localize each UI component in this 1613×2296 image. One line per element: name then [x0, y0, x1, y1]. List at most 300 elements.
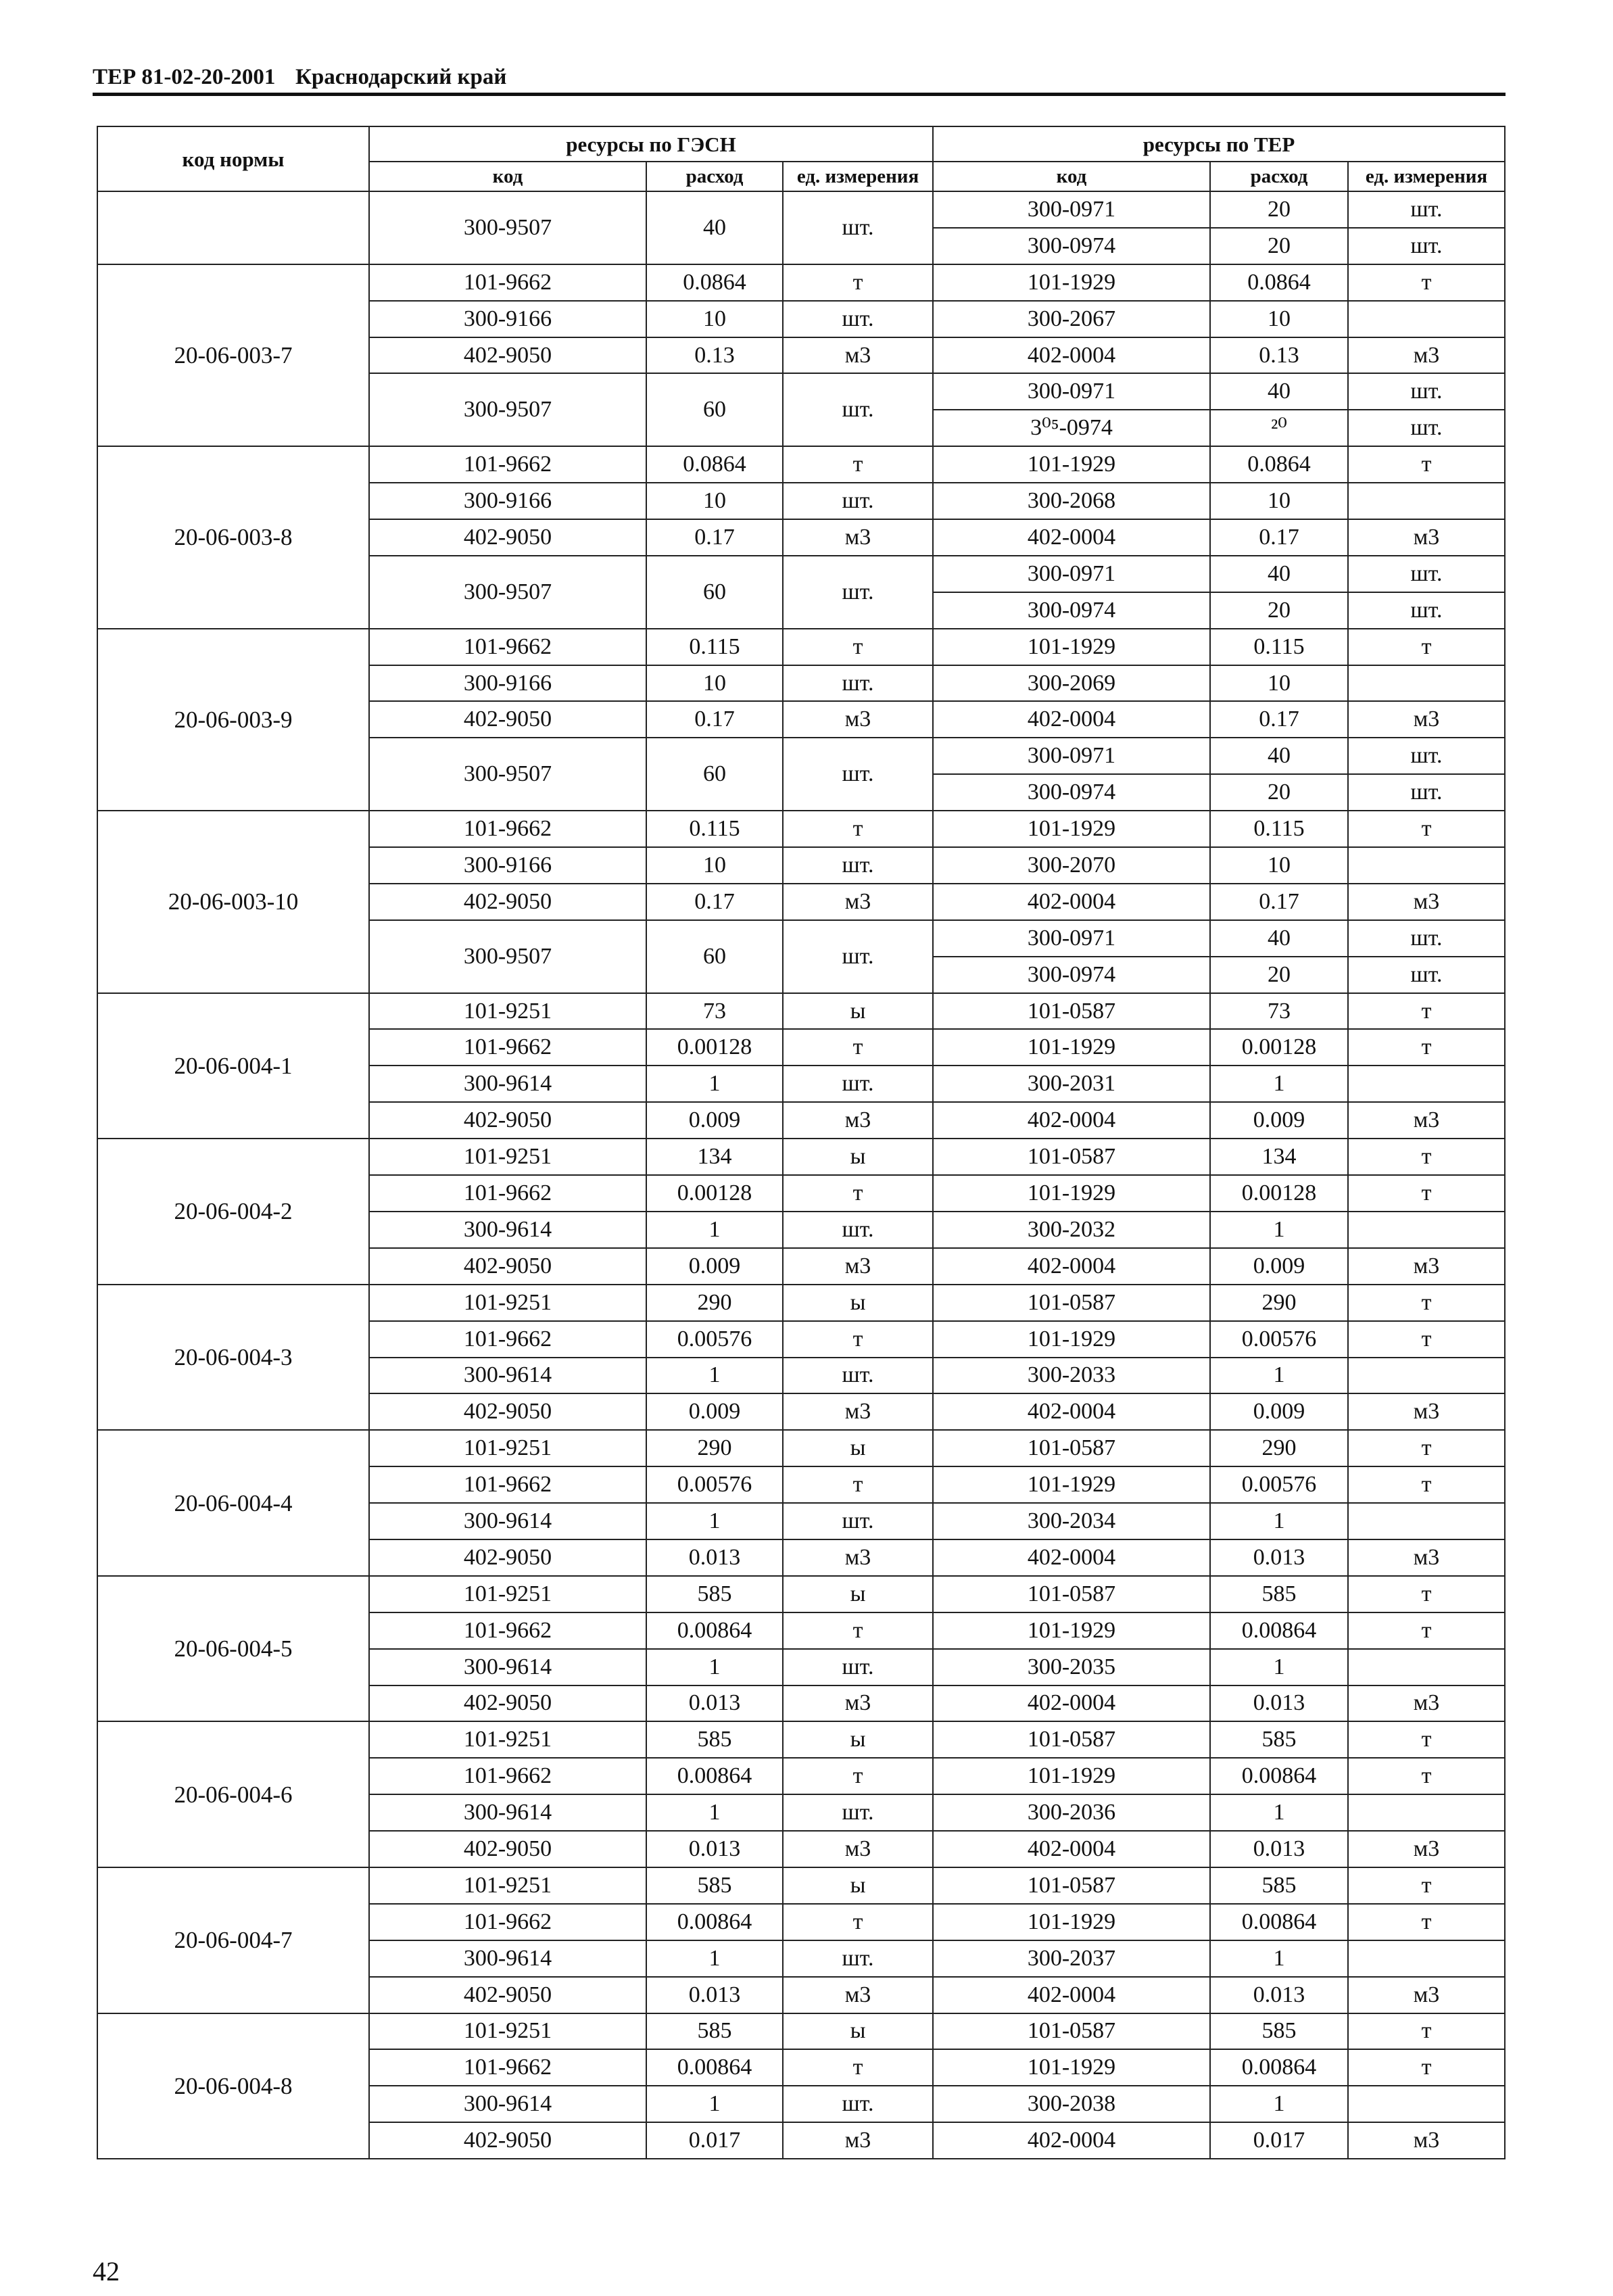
norm-code-cell: 20-06-004-8	[97, 2013, 369, 2159]
ter-rate-cell: 290	[1210, 1430, 1348, 1466]
header-gesn-unit: ед. измерения	[783, 162, 933, 191]
ter-code-cell: 300-0974	[933, 957, 1210, 993]
gesn-unit-cell: м3	[783, 2122, 933, 2159]
ter-code-cell: 300-2038	[933, 2086, 1210, 2122]
header-gesn-rate: расход	[646, 162, 783, 191]
ter-unit-cell: т	[1348, 1758, 1505, 1794]
gesn-rate-cell: 1	[646, 2086, 783, 2122]
ter-rate-cell: 134	[1210, 1139, 1348, 1175]
ter-unit-cell	[1348, 1649, 1505, 1685]
ter-code-cell: 402-0004	[933, 1102, 1210, 1139]
gesn-unit-cell: т	[783, 2049, 933, 2086]
gesn-code-cell: 101-9662	[369, 1758, 646, 1794]
ter-code-cell: 101-0587	[933, 2013, 1210, 2050]
ter-code-cell: 300-2070	[933, 847, 1210, 884]
gesn-unit-cell: шт.	[783, 1503, 933, 1539]
gesn-unit-cell: ы	[783, 2013, 933, 2050]
gesn-rate-cell: 60	[646, 556, 783, 629]
header-ter-code: код	[933, 162, 1210, 191]
gesn-rate-cell: 10	[646, 301, 783, 337]
ter-unit-cell: м3	[1348, 337, 1505, 374]
table-row	[97, 993, 1505, 1030]
gesn-rate-cell: 0.115	[646, 811, 783, 847]
ter-unit-cell	[1348, 1503, 1505, 1539]
gesn-code-cell: 101-9662	[369, 1321, 646, 1358]
gesn-code-cell: 300-9614	[369, 2086, 646, 2122]
table-row	[97, 1430, 1505, 1466]
gesn-unit-cell: т	[783, 1175, 933, 1212]
gesn-rate-cell: 0.0864	[646, 264, 783, 301]
ter-rate-cell: 0.115	[1210, 811, 1348, 847]
ter-code-cell: 101-1929	[933, 1321, 1210, 1358]
ter-unit-cell: м3	[1348, 519, 1505, 556]
ter-code-cell: 300-0974	[933, 228, 1210, 264]
ter-rate-cell: 0.00864	[1210, 1758, 1348, 1794]
header-ter-rate: расход	[1210, 162, 1348, 191]
ter-code-cell: 300-2033	[933, 1358, 1210, 1394]
gesn-unit-cell: т	[783, 1758, 933, 1794]
gesn-rate-cell: 0.17	[646, 701, 783, 738]
ter-unit-cell: шт.	[1348, 957, 1505, 993]
ter-code-cell: 300-0974	[933, 592, 1210, 629]
gesn-unit-cell: т	[783, 1612, 933, 1649]
ter-code-cell: 101-1929	[933, 629, 1210, 665]
ter-rate-cell: 1	[1210, 1649, 1348, 1685]
gesn-code-cell: 101-9662	[369, 1466, 646, 1503]
gesn-code-cell: 101-9251	[369, 1139, 646, 1175]
ter-unit-cell: т	[1348, 2013, 1505, 2050]
ter-unit-cell: т	[1348, 811, 1505, 847]
ter-code-cell: 402-0004	[933, 337, 1210, 374]
gesn-unit-cell: шт.	[783, 665, 933, 702]
ter-rate-cell: 20	[1210, 957, 1348, 993]
ter-unit-cell: т	[1348, 1321, 1505, 1358]
gesn-code-cell: 300-9614	[369, 1649, 646, 1685]
ter-rate-cell: 0.00576	[1210, 1466, 1348, 1503]
ter-unit-cell	[1348, 665, 1505, 702]
gesn-rate-cell: 134	[646, 1139, 783, 1175]
gesn-rate-cell: 0.00864	[646, 1758, 783, 1794]
ter-rate-cell: 20	[1210, 228, 1348, 264]
ter-rate-cell: 10	[1210, 847, 1348, 884]
gesn-code-cell: 300-9614	[369, 1940, 646, 1977]
ter-code-cell: 402-0004	[933, 1685, 1210, 1722]
gesn-rate-cell: 0.013	[646, 1539, 783, 1576]
ter-rate-cell: 0.00864	[1210, 1904, 1348, 1940]
ter-rate-cell: 1	[1210, 1358, 1348, 1394]
gesn-code-cell: 402-9050	[369, 1685, 646, 1722]
gesn-unit-cell: м3	[783, 701, 933, 738]
ter-unit-cell: т	[1348, 1612, 1505, 1649]
gesn-code-cell: 101-9251	[369, 1867, 646, 1904]
ter-rate-cell: 1	[1210, 1066, 1348, 1102]
ter-rate-cell: 10	[1210, 483, 1348, 519]
gesn-rate-cell: 0.0864	[646, 446, 783, 483]
gesn-code-cell: 101-9251	[369, 1576, 646, 1612]
ter-rate-cell: 20	[1210, 191, 1348, 228]
ter-rate-cell: 0.00128	[1210, 1029, 1348, 1066]
gesn-code-cell: 300-9166	[369, 847, 646, 884]
gesn-unit-cell: ы	[783, 1721, 933, 1758]
ter-code-cell: 402-0004	[933, 1831, 1210, 1867]
gesn-unit-cell: шт.	[783, 1649, 933, 1685]
ter-rate-cell: 40	[1210, 920, 1348, 957]
ter-rate-cell: 0.13	[1210, 337, 1348, 374]
gesn-code-cell: 402-9050	[369, 1248, 646, 1285]
gesn-rate-cell: 0.17	[646, 519, 783, 556]
ter-code-cell: 300-2036	[933, 1794, 1210, 1831]
gesn-rate-cell: 0.17	[646, 884, 783, 920]
gesn-unit-cell: шт.	[783, 1794, 933, 1831]
ter-unit-cell: м3	[1348, 2122, 1505, 2159]
ter-unit-cell	[1348, 483, 1505, 519]
ter-rate-cell: 0.009	[1210, 1393, 1348, 1430]
gesn-unit-cell: ы	[783, 1430, 933, 1466]
gesn-unit-cell: м3	[783, 884, 933, 920]
gesn-code-cell: 101-9662	[369, 446, 646, 483]
gesn-rate-cell: 1	[646, 1503, 783, 1539]
ter-code-cell: 402-0004	[933, 884, 1210, 920]
ter-code-cell: 300-0971	[933, 373, 1210, 410]
gesn-unit-cell: шт.	[783, 191, 933, 264]
table-row	[97, 1139, 1505, 1175]
ter-code-cell: 101-0587	[933, 1430, 1210, 1466]
gesn-rate-cell: 0.00128	[646, 1175, 783, 1212]
ter-unit-cell: шт.	[1348, 556, 1505, 592]
gesn-code-cell: 101-9662	[369, 2049, 646, 2086]
ter-unit-cell: шт.	[1348, 920, 1505, 957]
ter-rate-cell: 0.00864	[1210, 1612, 1348, 1649]
resources-table	[97, 126, 1506, 2159]
norm-code-cell: 20-06-004-1	[97, 993, 369, 1139]
ter-rate-cell: 0.013	[1210, 1685, 1348, 1722]
table-header-row	[97, 126, 1505, 162]
ter-rate-cell: 0.17	[1210, 884, 1348, 920]
gesn-unit-cell: м3	[783, 337, 933, 374]
ter-rate-cell: 585	[1210, 1867, 1348, 1904]
gesn-code-cell: 402-9050	[369, 701, 646, 738]
gesn-unit-cell: т	[783, 1029, 933, 1066]
gesn-unit-cell: м3	[783, 1977, 933, 2013]
header-ter-unit: ед. измерения	[1348, 162, 1505, 191]
gesn-unit-cell: шт.	[783, 1358, 933, 1394]
gesn-rate-cell: 60	[646, 373, 783, 446]
document-code: ТЕР 81-02-20-2001	[93, 65, 276, 89]
ter-code-cell: 300-0971	[933, 738, 1210, 774]
gesn-code-cell: 300-9614	[369, 1358, 646, 1394]
ter-code-cell: 101-0587	[933, 1867, 1210, 1904]
ter-rate-cell: 0.115	[1210, 629, 1348, 665]
gesn-unit-cell: м3	[783, 1102, 933, 1139]
ter-unit-cell: м3	[1348, 701, 1505, 738]
ter-unit-cell	[1348, 1940, 1505, 1977]
gesn-unit-cell: т	[783, 1321, 933, 1358]
ter-code-cell: 101-1929	[933, 1466, 1210, 1503]
ter-unit-cell	[1348, 1212, 1505, 1248]
ter-rate-cell: 0.013	[1210, 1977, 1348, 2013]
gesn-unit-cell: шт.	[783, 483, 933, 519]
ter-unit-cell: т	[1348, 1029, 1505, 1066]
gesn-code-cell: 300-9166	[369, 483, 646, 519]
gesn-rate-cell: 0.013	[646, 1831, 783, 1867]
gesn-unit-cell: т	[783, 264, 933, 301]
gesn-unit-cell: шт.	[783, 1066, 933, 1102]
gesn-code-cell: 402-9050	[369, 519, 646, 556]
table-row	[97, 1721, 1505, 1758]
ter-unit-cell	[1348, 301, 1505, 337]
gesn-code-cell: 402-9050	[369, 1102, 646, 1139]
gesn-code-cell: 300-9614	[369, 1212, 646, 1248]
gesn-rate-cell: 0.115	[646, 629, 783, 665]
gesn-code-cell: 101-9251	[369, 2013, 646, 2050]
gesn-rate-cell: 0.009	[646, 1248, 783, 1285]
ter-code-cell: 300-0971	[933, 556, 1210, 592]
table-row	[97, 1867, 1505, 1904]
gesn-unit-cell: шт.	[783, 373, 933, 446]
ter-code-cell: 300-2037	[933, 1940, 1210, 1977]
ter-unit-cell: шт.	[1348, 592, 1505, 629]
ter-rate-cell: 0.00128	[1210, 1175, 1348, 1212]
gesn-code-cell: 300-9614	[369, 1794, 646, 1831]
gesn-rate-cell: 0.13	[646, 337, 783, 374]
ter-rate-cell: 0.17	[1210, 519, 1348, 556]
norm-code-cell: 20-06-003-8	[97, 446, 369, 628]
ter-unit-cell: шт.	[1348, 410, 1505, 446]
gesn-rate-cell: 10	[646, 665, 783, 702]
norm-code-cell: 20-06-004-5	[97, 1576, 369, 1722]
gesn-code-cell: 402-9050	[369, 1393, 646, 1430]
gesn-rate-cell: 585	[646, 1867, 783, 1904]
ter-code-cell: 402-0004	[933, 1539, 1210, 1576]
ter-unit-cell	[1348, 847, 1505, 884]
gesn-rate-cell: 1	[646, 1649, 783, 1685]
gesn-code-cell: 101-9662	[369, 264, 646, 301]
ter-unit-cell: шт.	[1348, 774, 1505, 811]
gesn-rate-cell: 0.013	[646, 1685, 783, 1722]
gesn-rate-cell: 0.009	[646, 1393, 783, 1430]
page-number: 42	[93, 2256, 120, 2287]
gesn-rate-cell: 585	[646, 1576, 783, 1612]
header-rule	[93, 93, 1506, 96]
gesn-code-cell: 300-9614	[369, 1503, 646, 1539]
ter-unit-cell: т	[1348, 1867, 1505, 1904]
gesn-rate-cell: 290	[646, 1285, 783, 1321]
gesn-unit-cell: шт.	[783, 1212, 933, 1248]
ter-unit-cell: шт.	[1348, 738, 1505, 774]
gesn-unit-cell: м3	[783, 1393, 933, 1430]
gesn-code-cell: 101-9251	[369, 993, 646, 1030]
ter-code-cell: 101-1929	[933, 2049, 1210, 2086]
gesn-unit-cell: шт.	[783, 738, 933, 811]
table-row	[97, 446, 1505, 483]
gesn-rate-cell: 0.00864	[646, 2049, 783, 2086]
norm-code-cell: 20-06-004-6	[97, 1721, 369, 1867]
ter-code-cell: 300-2034	[933, 1503, 1210, 1539]
ter-unit-cell: м3	[1348, 1248, 1505, 1285]
gesn-code-cell: 101-9251	[369, 1285, 646, 1321]
ter-code-cell: 402-0004	[933, 1248, 1210, 1285]
gesn-code-cell: 300-9166	[369, 665, 646, 702]
norm-code-cell: 20-06-003-9	[97, 629, 369, 811]
ter-code-cell: 101-0587	[933, 1721, 1210, 1758]
table-row	[97, 1285, 1505, 1321]
ter-rate-cell: 0.00864	[1210, 2049, 1348, 2086]
ter-rate-cell: 0.0864	[1210, 446, 1348, 483]
header-ter-resources: ресурсы по ТЕР	[933, 126, 1505, 162]
ter-code-cell: 300-2069	[933, 665, 1210, 702]
gesn-code-cell: 300-9166	[369, 301, 646, 337]
gesn-rate-cell: 0.00576	[646, 1466, 783, 1503]
ter-unit-cell: т	[1348, 1466, 1505, 1503]
table-row	[97, 264, 1505, 301]
gesn-rate-cell: 0.00864	[646, 1612, 783, 1649]
gesn-rate-cell: 60	[646, 738, 783, 811]
gesn-unit-cell: м3	[783, 1831, 933, 1867]
ter-unit-cell: т	[1348, 1139, 1505, 1175]
ter-rate-cell: 1	[1210, 1940, 1348, 1977]
gesn-code-cell: 402-9050	[369, 1977, 646, 2013]
gesn-unit-cell: ы	[783, 993, 933, 1030]
ter-unit-cell: м3	[1348, 1539, 1505, 1576]
gesn-code-cell: 300-9507	[369, 556, 646, 629]
ter-code-cell: 300-2031	[933, 1066, 1210, 1102]
ter-rate-cell: 1	[1210, 1794, 1348, 1831]
gesn-unit-cell: ы	[783, 1867, 933, 1904]
gesn-unit-cell: шт.	[783, 301, 933, 337]
ter-rate-cell: 1	[1210, 1212, 1348, 1248]
gesn-unit-cell: т	[783, 811, 933, 847]
ter-code-cell: 101-0587	[933, 1285, 1210, 1321]
gesn-code-cell: 101-9251	[369, 1721, 646, 1758]
ter-code-cell: 101-1929	[933, 1758, 1210, 1794]
gesn-rate-cell: 290	[646, 1430, 783, 1466]
ter-rate-cell: 40	[1210, 373, 1348, 410]
gesn-rate-cell: 1	[646, 1794, 783, 1831]
ter-rate-cell: 10	[1210, 301, 1348, 337]
ter-code-cell: 402-0004	[933, 519, 1210, 556]
gesn-code-cell: 402-9050	[369, 1539, 646, 1576]
ter-rate-cell: 20	[1210, 774, 1348, 811]
ter-unit-cell: м3	[1348, 1102, 1505, 1139]
gesn-rate-cell: 585	[646, 1721, 783, 1758]
ter-code-cell: 3⁰⁵-0974	[933, 410, 1210, 446]
table-body	[97, 191, 1505, 2159]
gesn-code-cell: 300-9507	[369, 191, 646, 264]
gesn-unit-cell: шт.	[783, 1940, 933, 1977]
ter-unit-cell: т	[1348, 1721, 1505, 1758]
gesn-unit-cell: т	[783, 1466, 933, 1503]
ter-unit-cell	[1348, 1066, 1505, 1102]
page-header	[93, 59, 1504, 95]
gesn-code-cell: 101-9662	[369, 1175, 646, 1212]
header-gesn-code: код	[369, 162, 646, 191]
table-row	[97, 811, 1505, 847]
gesn-code-cell: 300-9507	[369, 373, 646, 446]
ter-unit-cell: т	[1348, 1904, 1505, 1940]
norm-code-cell: 20-06-004-2	[97, 1139, 369, 1285]
ter-unit-cell: т	[1348, 1576, 1505, 1612]
gesn-rate-cell: 0.013	[646, 1977, 783, 2013]
ter-code-cell: 402-0004	[933, 701, 1210, 738]
gesn-rate-cell: 10	[646, 847, 783, 884]
gesn-rate-cell: 0.00864	[646, 1904, 783, 1940]
ter-unit-cell: м3	[1348, 1685, 1505, 1722]
gesn-unit-cell: т	[783, 629, 933, 665]
ter-rate-cell: 1	[1210, 1503, 1348, 1539]
ter-code-cell: 101-1929	[933, 1029, 1210, 1066]
header-norm-code: код нормы	[97, 126, 369, 191]
ter-code-cell: 402-0004	[933, 2122, 1210, 2159]
ter-rate-cell: 1	[1210, 2086, 1348, 2122]
gesn-unit-cell: ы	[783, 1139, 933, 1175]
ter-rate-cell: 0.013	[1210, 1831, 1348, 1867]
ter-code-cell: 101-0587	[933, 1139, 1210, 1175]
gesn-code-cell: 101-9251	[369, 1430, 646, 1466]
gesn-rate-cell: 73	[646, 993, 783, 1030]
ter-unit-cell: м3	[1348, 1831, 1505, 1867]
gesn-rate-cell: 0.00128	[646, 1029, 783, 1066]
gesn-rate-cell: 1	[646, 1212, 783, 1248]
norm-code-cell	[97, 191, 369, 264]
ter-rate-cell: 0.013	[1210, 1539, 1348, 1576]
ter-unit-cell: шт.	[1348, 228, 1505, 264]
gesn-rate-cell: 0.00576	[646, 1321, 783, 1358]
table-row	[97, 629, 1505, 665]
gesn-unit-cell: м3	[783, 519, 933, 556]
gesn-unit-cell: т	[783, 1904, 933, 1940]
ter-unit-cell: т	[1348, 264, 1505, 301]
ter-code-cell: 300-2068	[933, 483, 1210, 519]
gesn-code-cell: 101-9662	[369, 1904, 646, 1940]
gesn-rate-cell: 10	[646, 483, 783, 519]
gesn-code-cell: 101-9662	[369, 629, 646, 665]
norm-code-cell: 20-06-004-7	[97, 1867, 369, 2013]
gesn-code-cell: 101-9662	[369, 1612, 646, 1649]
header-gesn-resources: ресурсы по ГЭСН	[369, 126, 933, 162]
ter-code-cell: 101-1929	[933, 811, 1210, 847]
ter-unit-cell: шт.	[1348, 373, 1505, 410]
norm-code-cell: 20-06-004-3	[97, 1285, 369, 1431]
ter-unit-cell: т	[1348, 2049, 1505, 2086]
ter-code-cell: 300-2067	[933, 301, 1210, 337]
ter-unit-cell	[1348, 1358, 1505, 1394]
ter-rate-cell: 0.009	[1210, 1248, 1348, 1285]
ter-code-cell: 402-0004	[933, 1977, 1210, 2013]
gesn-unit-cell: шт.	[783, 920, 933, 993]
ter-code-cell: 300-0974	[933, 774, 1210, 811]
gesn-unit-cell: шт.	[783, 2086, 933, 2122]
gesn-rate-cell: 60	[646, 920, 783, 993]
gesn-code-cell: 402-9050	[369, 337, 646, 374]
ter-rate-cell: ²⁰	[1210, 410, 1348, 446]
ter-rate-cell: 40	[1210, 556, 1348, 592]
ter-code-cell: 300-2032	[933, 1212, 1210, 1248]
ter-code-cell: 101-0587	[933, 993, 1210, 1030]
gesn-unit-cell: м3	[783, 1539, 933, 1576]
gesn-unit-cell: шт.	[783, 847, 933, 884]
gesn-rate-cell: 0.017	[646, 2122, 783, 2159]
ter-code-cell: 101-1929	[933, 1175, 1210, 1212]
ter-rate-cell: 0.0864	[1210, 264, 1348, 301]
gesn-rate-cell: 40	[646, 191, 783, 264]
ter-rate-cell: 0.17	[1210, 701, 1348, 738]
ter-rate-cell: 0.00576	[1210, 1321, 1348, 1358]
norm-code-cell: 20-06-003-10	[97, 811, 369, 992]
gesn-code-cell: 101-9662	[369, 1029, 646, 1066]
gesn-unit-cell: м3	[783, 1248, 933, 1285]
gesn-rate-cell: 1	[646, 1358, 783, 1394]
ter-unit-cell: м3	[1348, 1977, 1505, 2013]
